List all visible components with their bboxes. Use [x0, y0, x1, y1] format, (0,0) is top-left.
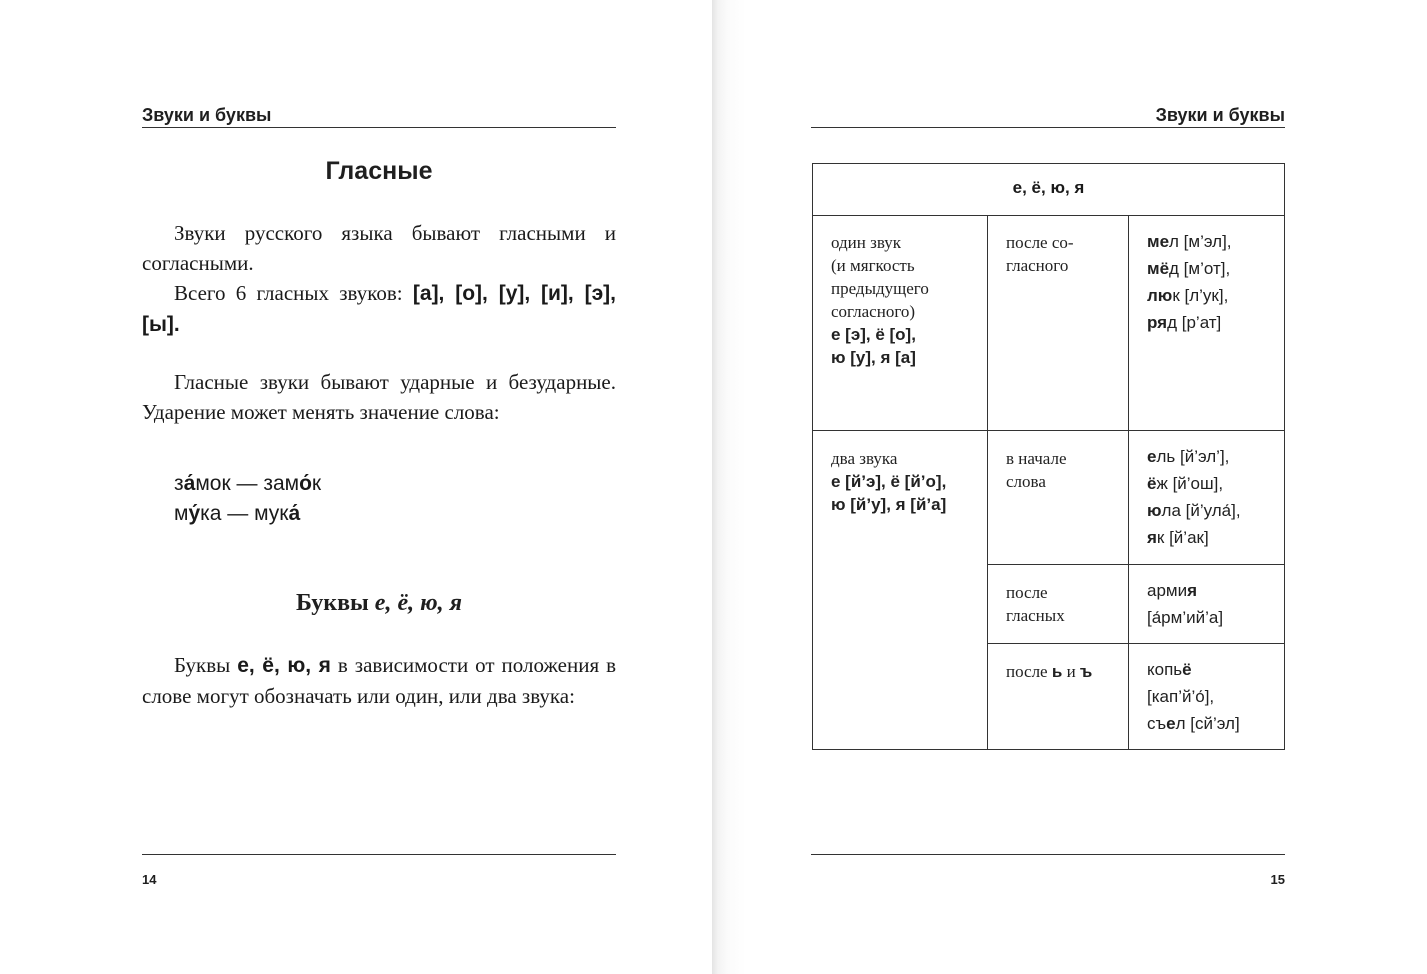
table-rule: [1128, 215, 1129, 749]
page-number: 14: [142, 872, 157, 887]
row2-case3-examples: копьё [кап’й’о́], съел [сй’эл]: [1147, 660, 1240, 733]
vowel-sounds-list: [а], [о], [у], [и], [э], [ы].: [142, 282, 617, 336]
row2-description: два звука е [й’э], ё [й’о], ю [й’у], я [й’а]: [831, 449, 947, 514]
paragraph-1: Звуки русского языка бывают гласными и согласными.: [142, 221, 616, 275]
paragraph-3: Гласные звуки бывают ударные и безударные. Ударение может менять значение слова:: [142, 370, 616, 424]
table-rule: [813, 430, 1284, 431]
row2-case2-examples: армия [а́рм’ий’а]: [1147, 581, 1224, 627]
page-number: 15: [1270, 872, 1285, 887]
row2-case1-examples: ель [й’эл’], ёж [й’ош], юла [й’ула́], як [й’ак]: [1147, 447, 1241, 547]
row1-position: после со- гласного: [1006, 233, 1074, 275]
stress-example-2: му́ка — мука́: [174, 502, 301, 525]
table-rule: [987, 643, 1284, 644]
section-title: Гласные: [325, 157, 433, 185]
row1-description: один звук (и мягкость предыдущего согласного) е [э], ё [о], ю [у], я [а]: [831, 233, 929, 367]
paragraph-4: Буквы е, ё, ю, я в зависимости от положения в слове могут обозначать или один, или два звука:: [142, 653, 617, 708]
table-rule: [813, 215, 1284, 216]
running-head: Звуки и буквы: [1155, 105, 1285, 125]
table-rule: [987, 215, 988, 749]
left-page: [0, 0, 712, 974]
stress-example-1: за́мок — замо́к: [174, 472, 322, 495]
footer-rule: [811, 854, 1285, 855]
row1-examples: мел [м’эл], мёд [м’от], люк [л’ук], ряд [р’ат]: [1147, 232, 1232, 332]
table-rule: [987, 564, 1284, 565]
row2-case2-position: после гласных: [1006, 583, 1065, 625]
paragraph-2: Всего 6 гласных звуков: [а], [о], [у], [и], [э], [ы].: [142, 281, 617, 336]
footer-rule: [142, 854, 616, 855]
header-rule: [811, 127, 1285, 128]
row2-case3-position: после ь и ъ: [1006, 662, 1093, 681]
header-rule: [142, 127, 616, 128]
table-header: е, ё, ю, я: [1012, 178, 1085, 197]
running-head: Звуки и буквы: [142, 105, 272, 125]
subsection-title: Буквы е, ё, ю, я: [296, 590, 462, 616]
row2-case1-position: в начале слова: [1006, 449, 1067, 491]
letters-table: [812, 163, 1285, 750]
